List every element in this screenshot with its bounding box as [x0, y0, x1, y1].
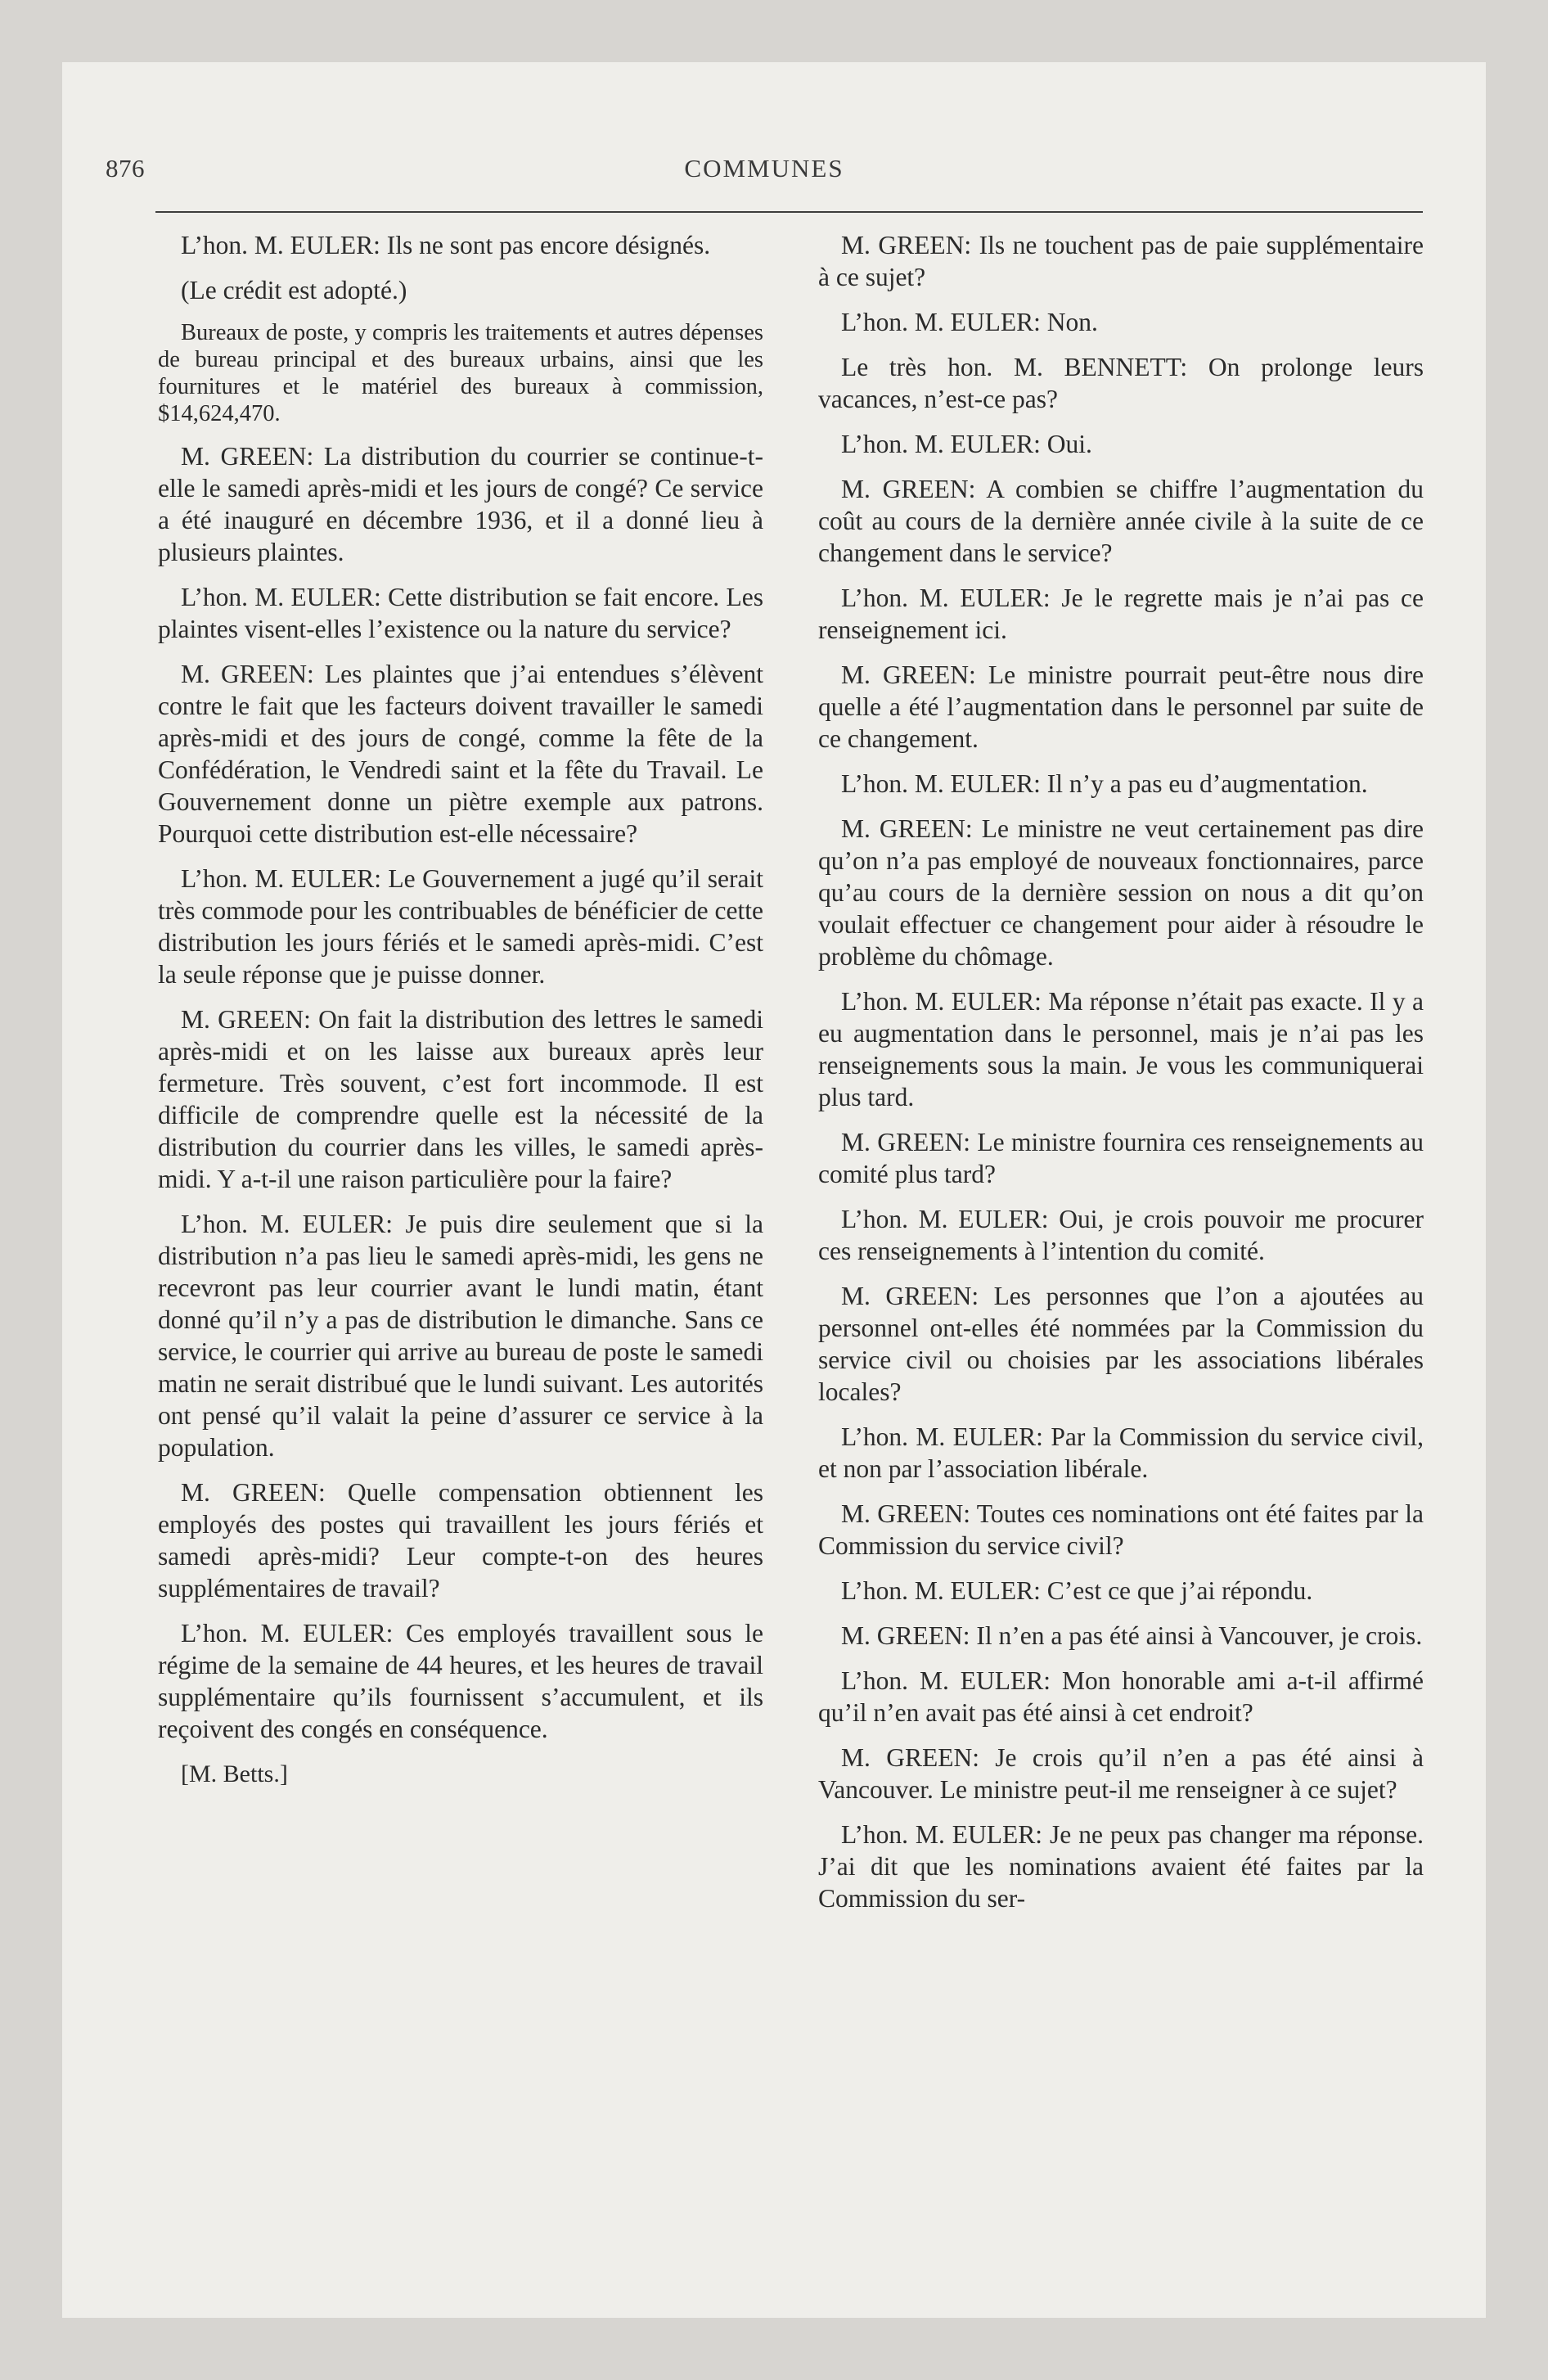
- paragraph: L’hon. M. EULER: Par la Commission du service civil, et non par l’association libérale.: [818, 1422, 1424, 1483]
- paragraph: M. GREEN: On fait la distribution des lettres le samedi après-midi et on les laisse aux bureaux après leur fermeture. Très souvent, c’est fort incommode. Il est difficile de comprendre quelle est la nécessité de la distribution du courrier dans les villes, le samedi après-midi. Y a-t-il une raison particulière pour la faire?: [158, 1005, 763, 1193]
- paragraph: M. GREEN: Je crois qu’il n’en a pas été ainsi à Vancouver. Le ministre peut-il me renseigner à ce sujet?: [818, 1743, 1424, 1804]
- paragraph: M. GREEN: Ils ne touchent pas de paie supplémentaire à ce sujet?: [818, 231, 1424, 291]
- right-column: [818, 229, 1424, 1927]
- paragraph: L’hon. M. EULER: Ces employés travaillent sous le régime de la semaine de 44 heures, et les heures de travail supplémentaire qu’ils fournissent s’accumulent, et ils reçoivent des congés en conséquence.: [158, 1619, 763, 1743]
- paragraph: M. GREEN: Le ministre pourrait peut-être nous dire quelle a été l’augmentation dans le personnel par suite de ce changement.: [818, 660, 1424, 753]
- paragraph: M. GREEN: La distribution du courrier se continue-t-elle le samedi après-midi et les jours de congé? Ce service a été inauguré en décembre 1936, et il a donné lieu à plusieurs plaintes.: [158, 442, 763, 566]
- paragraph: L’hon. M. EULER: Non.: [841, 308, 1098, 336]
- paragraph: M. GREEN: Les personnes que l’on a ajoutées au personnel ont-elles été nommées par la Commission du service civil ou choisies par les associations libérales locales?: [818, 1282, 1424, 1406]
- paragraph: L’hon. M. EULER: Le Gouvernement a jugé qu’il serait très commode pour les contribuables de bénéficier de cette distribution les jours fériés et le samedi après-midi. C’est la seule réponse que je puisse donner.: [158, 864, 763, 989]
- paragraph: L’hon. M. EULER: Je le regrette mais je n’ai pas ce renseignement ici.: [818, 584, 1424, 644]
- paragraph: M. GREEN: A combien se chiffre l’augmentation du coût au cours de la dernière année civile à la suite de ce changement dans le service?: [818, 475, 1424, 567]
- paragraph: M. GREEN: Quelle compensation obtiennent les employés des postes qui travaillent les jours fériés et samedi après-midi? Leur compte-t-on des heures supplémentaires de travail?: [158, 1478, 763, 1602]
- paragraph: L’hon. M. EULER: Oui.: [841, 430, 1092, 458]
- paragraph: M. GREEN: Il n’en a pas été ainsi à Vancouver, je crois.: [841, 1621, 1423, 1650]
- paragraph: L’hon. M. EULER: Ma réponse n’était pas exacte. Il y a eu augmentation dans le personnel, mais je n’ai pas les renseignements sous la main. Je vous les communiquerai plus tard.: [818, 987, 1424, 1111]
- running-head: COMMUNES: [684, 154, 844, 183]
- paragraph: M. GREEN: Toutes ces nominations ont été faites par la Commission du service civil?: [818, 1499, 1424, 1560]
- paragraph: L’hon. M. EULER: Je ne peux pas changer ma réponse. J’ai dit que les nominations avaient été faites par la Commission du ser-: [818, 1820, 1424, 1913]
- page-number: 876: [106, 154, 145, 183]
- vote-adopted-note: (Le crédit est adopté.): [181, 276, 407, 304]
- paragraph: L’hon. M. EULER: C’est ce que j’ai répondu.: [841, 1576, 1313, 1605]
- paragraph: L’hon. M. EULER: Cette distribution se fait encore. Les plaintes visent-elles l’existence ou la nature du service?: [158, 583, 763, 643]
- page-header: [106, 154, 1423, 203]
- paragraph: M. GREEN: Le ministre ne veut certainement pas dire qu’on n’a pas employé de nouveaux fonctionnaires, parce qu’au cours de la dernière session on nous a dit qu’on voulait effectuer ce changement pour aider à résoudre le problème du chômage.: [818, 814, 1424, 971]
- budget-item: Bureaux de poste, y compris les traitements et autres dépenses de bureau principal et des bureaux urbains, ainsi que les fournitures et le matériel des bureaux à commission, $14,624,470.: [158, 320, 763, 426]
- paragraph: L’hon. M. EULER: Ils ne sont pas encore désignés.: [181, 231, 711, 259]
- paragraph: L’hon. M. EULER: Oui, je crois pouvoir me procurer ces renseignements à l’intention du comité.: [818, 1205, 1424, 1265]
- paragraph: L’hon. M. EULER: Il n’y a pas eu d’augmentation.: [841, 769, 1368, 798]
- paragraph: L’hon. M. EULER: Je puis dire seulement que si la distribution n’a pas lieu le samedi après-midi, les gens ne recevront pas leur courrier avant le lundi matin, étant donné qu’il n’y a pas de distribution le dimanche. Sans ce service, le courrier qui arrive au bureau de poste le samedi matin ne serait distribué que le lundi suivant. Les autorités ont pensé qu’il valait la peine d’assurer ce service à la population.: [158, 1210, 763, 1462]
- paragraph: M. GREEN: Le ministre fournira ces renseignements au comité plus tard?: [818, 1128, 1424, 1188]
- paragraph: M. GREEN: Les plaintes que j’ai entendues s’élèvent contre le fait que les facteurs doivent travailler le samedi après-midi et des jours de congé, comme la fête de la Confédération, le Vendredi saint et la fête du Travail. Le Gouvernement donne un piètre exemple aux patrons. Pourquoi cette distribution est-elle nécessaire?: [158, 660, 763, 848]
- paragraph: Le très hon. M. BENNETT: On prolonge leurs vacances, n’est-ce pas?: [818, 353, 1424, 413]
- header-rule: [155, 211, 1423, 213]
- left-column: [158, 229, 763, 1790]
- paragraph: L’hon. M. EULER: Mon honorable ami a-t-il affirmé qu’il n’en avait pas été ainsi à cet endroit?: [818, 1666, 1424, 1727]
- speaker-attribution: [M. Betts.]: [181, 1760, 288, 1787]
